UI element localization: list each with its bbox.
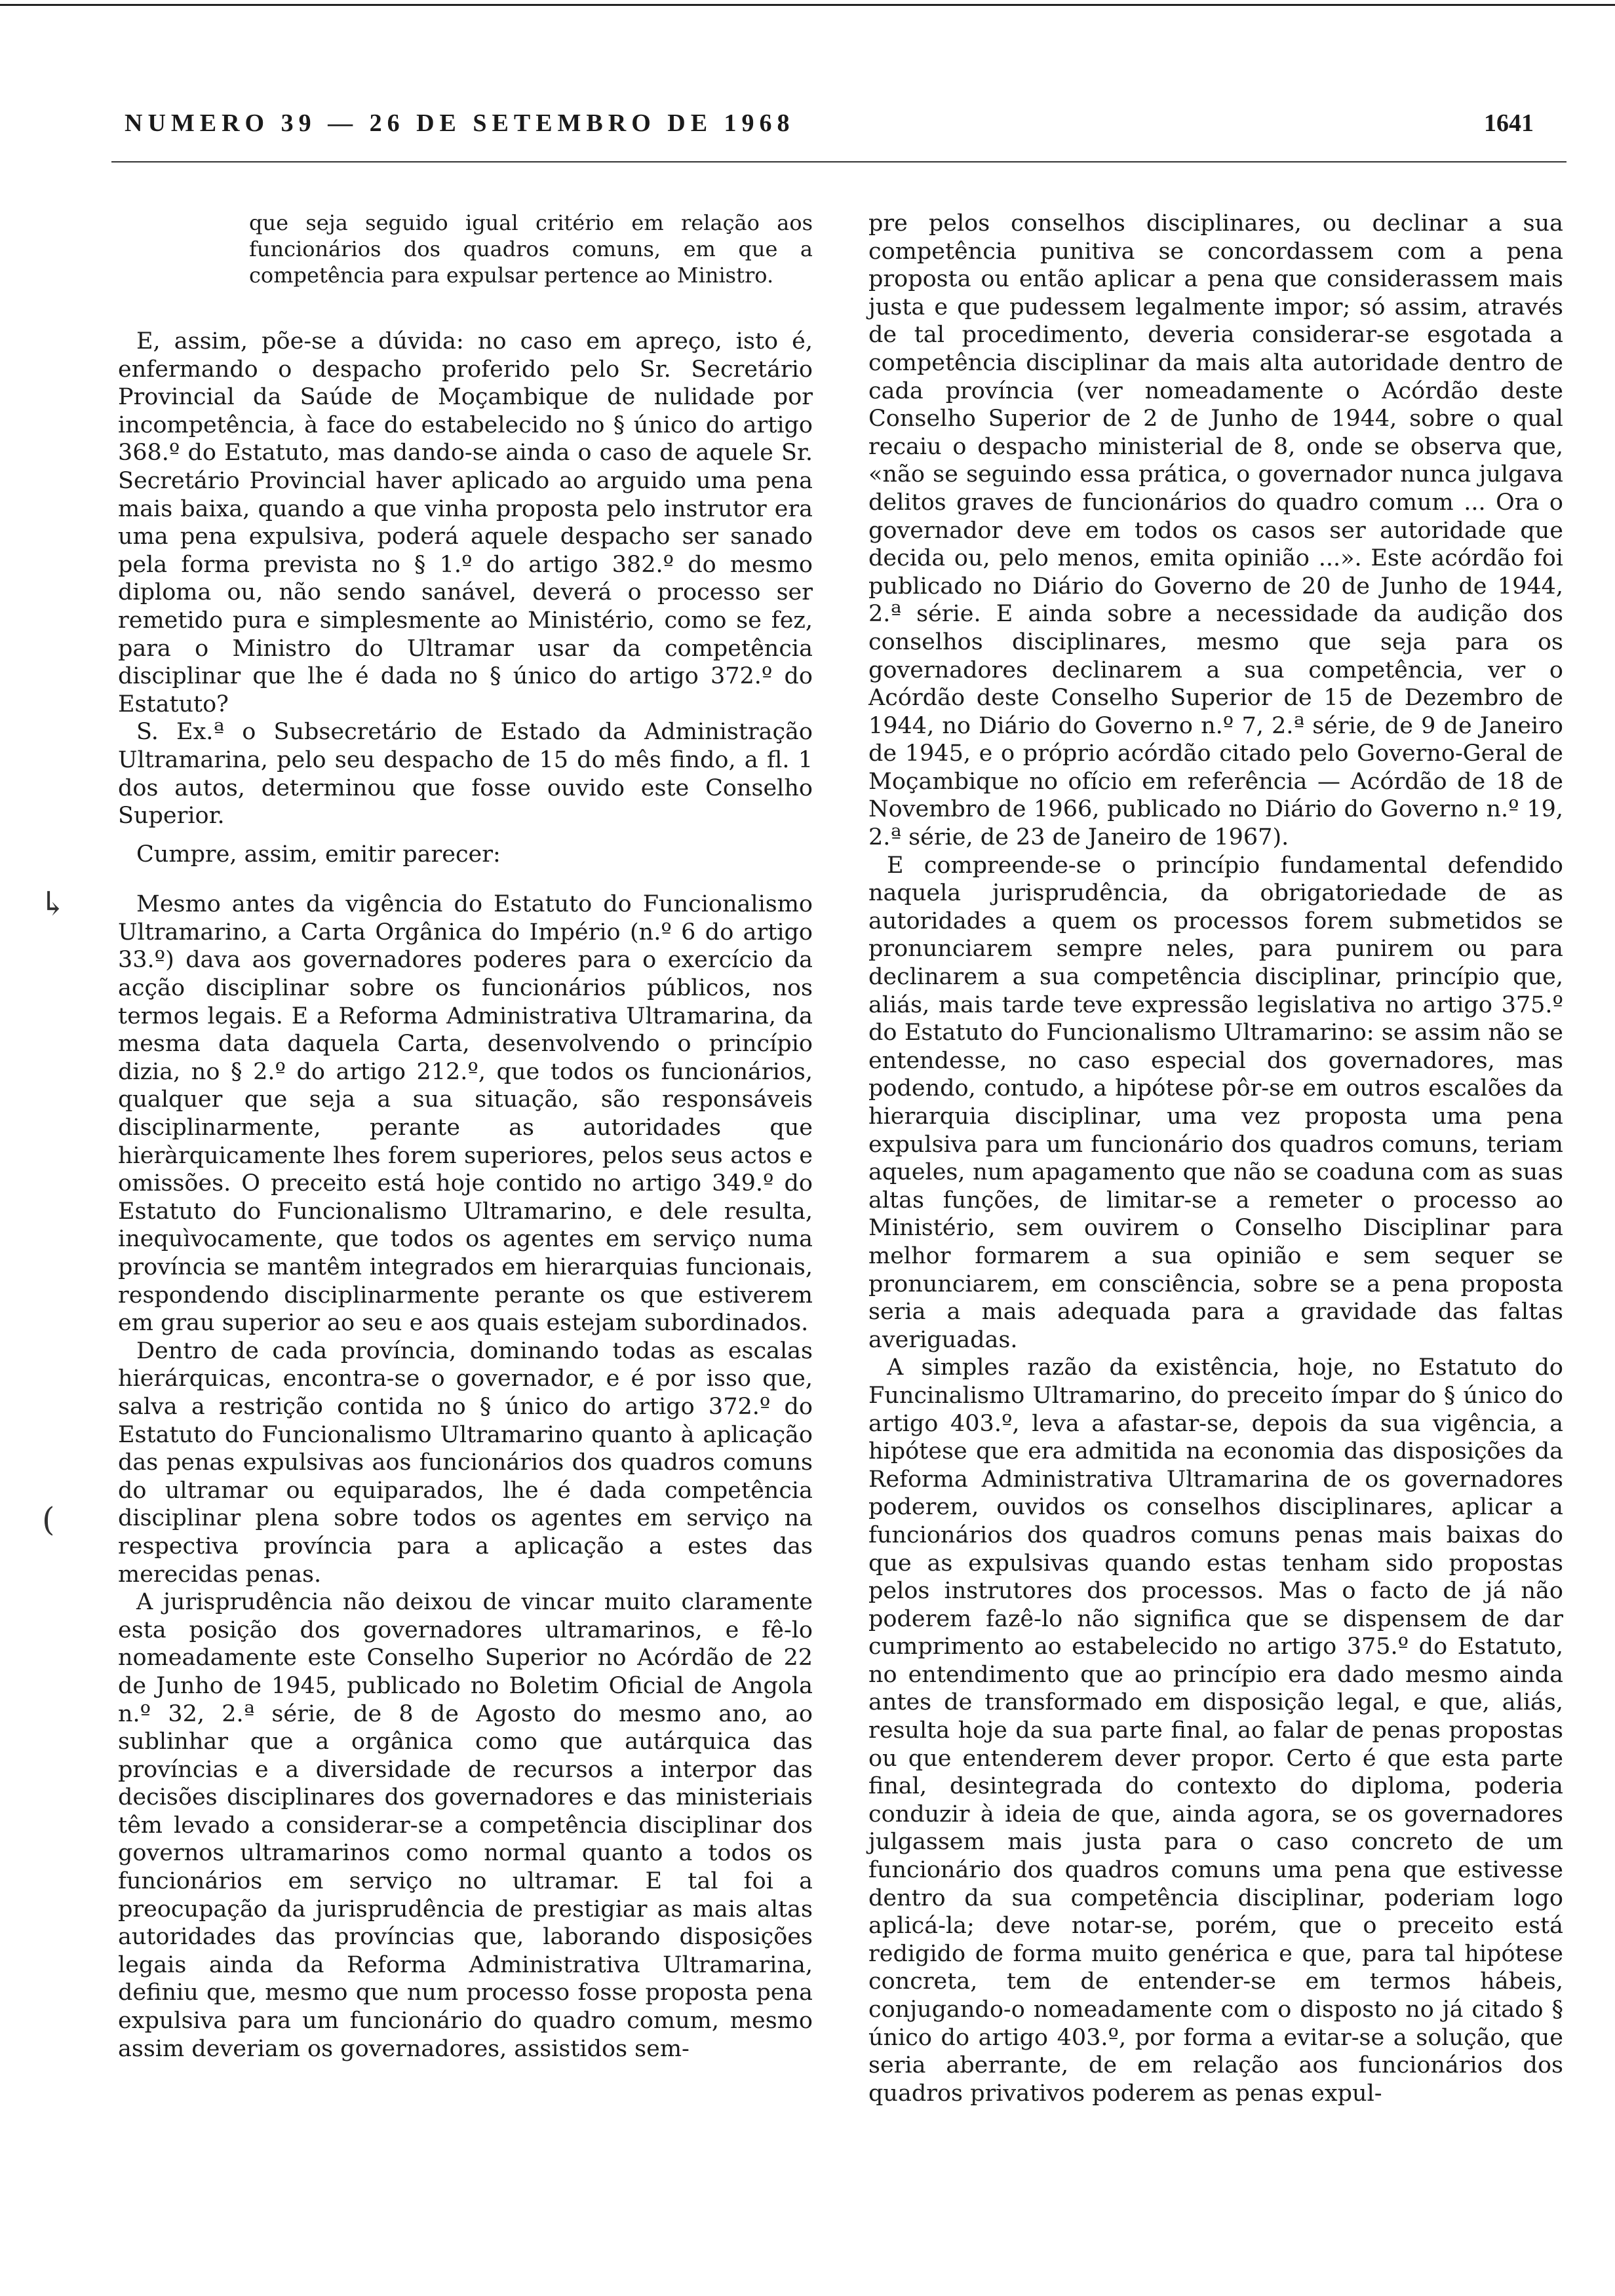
page-number: 1641 xyxy=(1484,109,1534,137)
paragraph: A simples razão da existência, hoje, no Estatuto do Funcinalismo Ultramarino, do preceito ímpar do § único do artigo 403.º, leva a afastar-se, depois da sua vigência, a hipótese que era admitida na economia das disposições da Reforma Administrativa Ultramarina de os governadores poderem, ouvidos os conselhos disciplinares, aplicar a funcionários dos quadros comuns penas mais baixas do que as expulsivas quando estas tenham sido propostas pelos instrutores dos processos. Mas o facto de já não poderem fazê-lo não significa que se dispensem de dar cumprimento ao estabelecido no artigo 375.º do Estatuto, no entendimento que ao princípio era dado mesmo ainda antes de transformado em disposição legal, e que, aliás, resulta hoje da sua parte final, ao falar de penas propostas ou que entenderem dever propor. Certo é que esta parte final, desintegrada do contexto do diploma, poderia conduzir à ideia de que, ainda agora, se os governadores julgassem mais justa para o caso concreto de um funcionário dos quadros comuns uma pena que estivesse dentro da sua competência disciplinar, poderiam logo aplicá-la; deve notar-se, porém, que o preceito está redigido de forma muito genérica e que, para tal hipótese concreta, tem de entender-se em termos hábeis, conjugando-o nomeadamente com o disposto no já citado § único do artigo 403.º, por forma a evitar-se a solução, que seria aberrante, de em relação aos funcionários dos quadros privativos poderem as penas expul- xyxy=(868,1354,1563,2107)
margin-bracket-mark: ( xyxy=(42,1501,55,1539)
left-column xyxy=(118,210,813,2063)
paragraph: pre pelos conselhos disciplinares, ou declinar a sua competência punitiva se concordassem com a pena proposta ou então aplicar a pena que considerassem mais justa e que pudessem legalmente impor; só assim, através de tal procedimento, deveria considerar-se esgotada a competência disciplinar da mais alta autoridade dentro de cada província (ver nomeadamente o Acórdão deste Conselho Superior de 2 de Junho de 1944, sobre o qual recaiu o despacho ministerial de 8, onde se observa que, «não se seguindo essa prática, o governador nunca julgava delitos graves de funcionários do quadro comum ... Ora o governador deve em todos os casos ser autoridade que decida ou, pelo menos, emita opinião ...». Este acórdão foi publicado no Diário do Governo de 20 de Junho de 1944, 2.ª série. E ainda sobre a necessidade da audição dos conselhos disciplinares, mesmo que seja para os governadores declinarem a sua competência, ver o Acórdão deste Conselho Superior de 15 de Dezembro de 1944, no Diário do Governo n.º 7, 2.ª série, de 9 de Janeiro de 1945, e o próprio acórdão citado pelo Governo-Geral de Moçambique no ofício em referência — Acórdão de 18 de Novembro de 1966, publicado no Diário do Governo n.º 19, 2.ª série, de 23 de Janeiro de 1967). xyxy=(868,210,1563,851)
margin-hook-mark: ↳ xyxy=(39,885,67,923)
paragraph: Dentro de cada província, dominando todas as escalas hierárquicas, encontra-se o governador, e é por isso que, salva a restrição contida no § único do artigo 372.º do Estatuto do Funcionalismo Ultramarino quanto à aplicação das penas expulsivas aos funcionários dos quadros comuns do ultramar ou equiparados, lhe é dada competência disciplinar plena sobre todos os agentes em serviço na respectiva província para a aplicação a estes das merecidas penas. xyxy=(118,1337,813,1588)
paragraph: que seja seguido igual critério em relação aos funcionários dos quadros comuns, em que a competência para expulsar pertence ao Ministro. xyxy=(249,210,813,288)
paragraph: S. Ex.ª o Subsecretário de Estado da Administração Ultramarina, pelo seu despacho de 15 do mês findo, a fl. 1 dos autos, determinou que fosse ouvido este Conselho Superior. xyxy=(118,719,813,830)
paragraph: A jurisprudência não deixou de vincar muito claramente esta posição dos governadores ultramarinos, e fê-lo nomeadamente este Conselho Superior no Acórdão de 22 de Junho de 1945, publicado no Boletim Oficial de Angola n.º 32, 2.ª série, de 8 de Agosto do mesmo ano, ao sublinhar que a orgânica como que autárquica das províncias e a diversidade de recursos a interpor das decisões disciplinares dos governadores e das ministeriais têm levado a considerar-se a competência disciplinar dos governos ultramarinos como normal quanto a todos os funcionários em serviço no ultramar. E tal foi a preocupação da jurisprudência de prestigiar as mais altas autoridades das províncias que, laborando disposições legais ainda da Reforma Administrativa Ultramarina, definiu que, mesmo que num processo fosse proposta pena expulsiva para um funcionário do quadro comum, mesmo assim deveriam os governadores, assistidos sem- xyxy=(118,1589,813,2062)
header-rule xyxy=(111,161,1566,163)
page-header xyxy=(125,109,1534,148)
right-column xyxy=(868,210,1563,2107)
issue-title: NUMERO 39 — 26 DE SETEMBRO DE 1968 xyxy=(125,109,795,137)
paragraph: Cumpre, assim, emitir parecer: xyxy=(136,841,501,868)
paragraph: E compreende-se o princípio fundamental defendido naquela jurisprudência, da obrigatoriedade de as autoridades a quem os processos forem submetidos se pronunciarem sempre neles, para punirem ou para declinarem a sua competência disciplinar, princípio que, aliás, mais tarde teve expressão legislativa no artigo 375.º do Estatuto do Funcionalismo Ultramarino: se assim não se entendesse, no caso especial dos governadores, mas podendo, contudo, a hipótese pôr-se em outros escalões da hierarquia disciplinar, uma vez proposta uma pena expulsiva para um funcionário dos quadros comuns, teriam aqueles, num apagamento que não se coaduna com as suas altas funções, de limitar-se a remeter o processo ao Ministério, sem ouvirem o Conselho Disciplinar para melhor formarem a sua opinião e sem sequer se pronunciarem, em consciência, sobre se a pena proposta seria a mais adequada para a gravidade das faltas averiguadas. xyxy=(868,852,1563,1353)
paragraph: Mesmo antes da vigência do Estatuto do Funcionalismo Ultramarino, a Carta Orgânica do Império (n.º 6 do artigo 33.º) dava aos governadores poderes para o exercício da acção disciplinar sobre os funcionários públicos, nos termos legais. E a Reforma Administrativa Ultramarina, da mesma data daquela Carta, desenvolvendo o princípio dizia, no § 2.º do artigo 212.º, que todos os funcionários, qualquer que seja a sua situação, são responsáveis disciplinarmente, perante as autoridades que hieràrquicamente lhes forem superiores, pelos seus actos e omissões. O preceito está hoje contido no artigo 349.º do Estatuto do Funcionalismo Ultramarino, e dele resulta, inequìvocamente, que todos os agentes em serviço numa província se mantêm integrados em hierarquias funcionais, respondendo disciplinarmente perante os que estiverem em grau superior ao seu e aos quais estejam subordinados. xyxy=(118,891,813,1337)
top-border-line xyxy=(0,4,1615,6)
paragraph: E, assim, põe-se a dúvida: no caso em apreço, isto é, enfermando o despacho proferido pelo Sr. Secretário Provincial da Saúde de Moçambique de nulidade por incompetência, à face do estabelecido no § único do artigo 368.º do Estatuto, mas dando-se ainda o caso de aquele Sr. Secretário Provincial haver aplicado ao arguido uma pena mais baixa, quando a que vinha proposta pelo instrutor era uma pena expulsiva, poderá aquele despacho ser sanado pela forma prevista no § 1.º do artigo 382.º do mesmo diploma ou, não sendo sanável, deverá o processo ser remetido pura e simplesmente ao Ministério, como se fez, para o Ministro do Ultramar usar da competência disciplinar que lhe é dada no § único do artigo 372.º do Estatuto? xyxy=(118,328,813,718)
